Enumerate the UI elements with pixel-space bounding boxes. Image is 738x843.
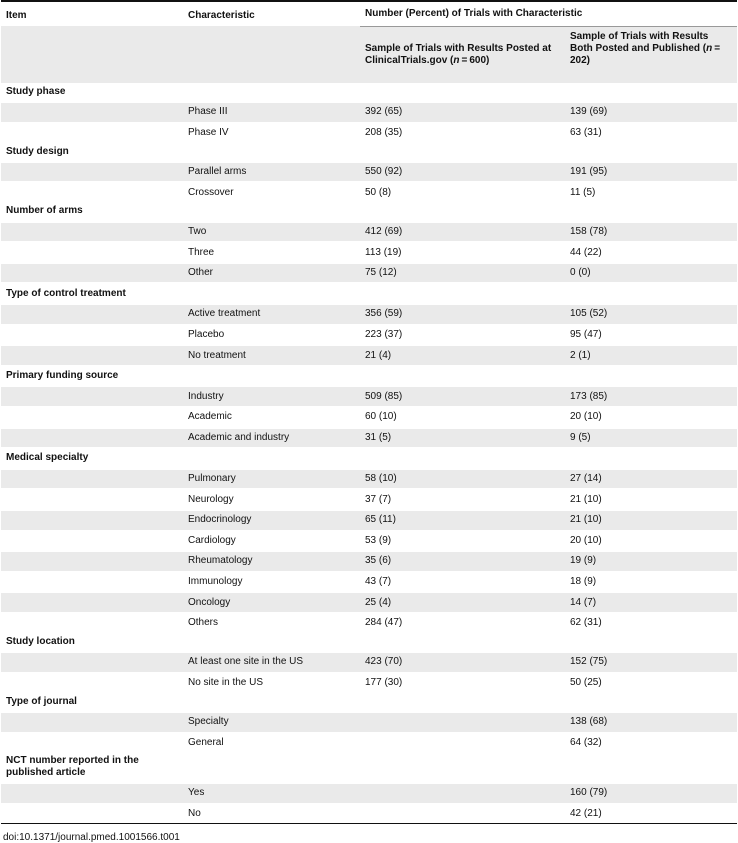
posted-cell: 65 (11): [360, 510, 565, 531]
item-cell: [1, 613, 183, 633]
empty-cell: [183, 142, 360, 162]
empty-cell: [565, 633, 737, 653]
table-figure: [1, 0, 737, 843]
posted-cell: 208 (35): [365, 126, 403, 138]
item-cell: [1, 469, 183, 490]
published-cell: 62 (31): [570, 617, 602, 629]
empty-cell: [565, 283, 737, 304]
section-title: Primary funding source: [6, 370, 119, 382]
characteristic-cell: Parallel arms: [183, 162, 360, 183]
item-cell: [1, 531, 183, 552]
section-title: Type of journal: [6, 695, 77, 707]
characteristic-cell: Placebo: [188, 328, 225, 340]
posted-cell: 31 (5): [360, 428, 565, 449]
table-row: [1, 592, 737, 613]
posted-cell: 223 (37): [365, 328, 403, 340]
item-cell: [1, 345, 183, 366]
posted-cell: 58 (10): [360, 469, 565, 490]
characteristic-cell: Industry: [183, 386, 360, 407]
section-row: [1, 692, 737, 712]
posted-cell: 35 (6): [360, 551, 565, 572]
posted-cell: 356 (59): [360, 304, 565, 325]
table-row: [1, 386, 737, 407]
table-row: [1, 613, 737, 633]
published-cell: 50 (25): [570, 677, 602, 689]
posted-cell: [360, 733, 565, 753]
published-cell: 63 (31): [570, 126, 602, 138]
item-cell: [1, 386, 183, 407]
published-cell: 9 (5): [565, 428, 737, 449]
published-cell: 21 (10): [565, 510, 737, 531]
characteristic-cell: Yes: [183, 783, 360, 804]
empty-cell: [360, 83, 565, 103]
item-cell: [1, 325, 183, 346]
posted-cell: [360, 783, 565, 804]
empty-cell: [360, 633, 565, 653]
published-cell: 27 (14): [565, 469, 737, 490]
empty-cell: [565, 692, 737, 712]
section-row: [1, 202, 737, 222]
characteristic-cell: Academic and industry: [183, 428, 360, 449]
published-cell: 20 (10): [570, 534, 602, 546]
posted-cell: 21 (4): [360, 345, 565, 366]
table-row: [1, 304, 737, 325]
published-cell: 158 (78): [565, 222, 737, 243]
header-characteristic: Characteristic: [188, 10, 255, 21]
empty-cell: [183, 202, 360, 222]
item-cell: [1, 222, 183, 243]
characteristic-cell: Specialty: [183, 712, 360, 733]
posted-cell: 412 (69): [360, 222, 565, 243]
published-cell: 173 (85): [565, 386, 737, 407]
header-blank-2: [183, 26, 360, 83]
empty-cell: [565, 83, 737, 103]
posted-cell: 43 (7): [365, 576, 392, 588]
section-title: Study phase: [6, 85, 66, 97]
item-cell: [1, 428, 183, 449]
table-row: [1, 712, 737, 733]
published-cell: 152 (75): [565, 652, 737, 673]
header-item: Item: [6, 10, 27, 21]
table-row: [1, 123, 737, 143]
empty-cell: [565, 202, 737, 222]
characteristic-cell: No treatment: [183, 345, 360, 366]
published-cell: 64 (32): [570, 736, 602, 748]
table-row: [1, 428, 737, 449]
empty-cell: [183, 283, 360, 304]
table-row: [1, 531, 737, 552]
empty-cell: [565, 448, 737, 469]
section-row: [1, 83, 737, 103]
section-title: Study location: [6, 635, 75, 647]
characteristic-cell: Two: [183, 222, 360, 243]
section-title: Number of arms: [6, 205, 83, 217]
characteristic-cell: Cardiology: [188, 534, 236, 546]
posted-cell: 509 (85): [360, 386, 565, 407]
posted-cell: 75 (12): [360, 263, 565, 284]
item-cell: [1, 673, 183, 693]
table-row: [1, 102, 737, 123]
published-cell: 18 (9): [570, 576, 597, 588]
item-cell: [1, 733, 183, 753]
published-cell: 2 (1): [565, 345, 737, 366]
table-row: [1, 510, 737, 531]
table-row: [1, 469, 737, 490]
characteristic-cell: Other: [183, 263, 360, 284]
posted-cell: 60 (10): [365, 411, 397, 423]
table-row: [1, 325, 737, 346]
posted-cell: [360, 712, 565, 733]
characteristic-cell: No: [188, 807, 201, 819]
empty-cell: [565, 752, 737, 783]
item-cell: [1, 804, 183, 824]
empty-cell: [183, 83, 360, 103]
doi-footer: doi:10.1371/journal.pmed.1001566.t001: [3, 832, 180, 843]
empty-cell: [565, 142, 737, 162]
characteristic-cell: Oncology: [183, 592, 360, 613]
empty-cell: [360, 448, 565, 469]
header-col4-text: Sample of Trials with Results Both Posted and Published (n = 202): [570, 30, 723, 66]
table-row: [1, 162, 737, 183]
published-cell: 139 (69): [565, 102, 737, 123]
section-title: Medical specialty: [6, 452, 89, 464]
posted-cell: 113 (19): [365, 246, 402, 258]
header-group: Number (Percent) of Trials with Characteristic: [360, 1, 737, 26]
characteristic-cell: Three: [188, 246, 215, 258]
published-cell: 19 (9): [565, 551, 737, 572]
empty-cell: [360, 366, 565, 387]
published-cell: 105 (52): [565, 304, 737, 325]
published-cell: 191 (95): [565, 162, 737, 183]
posted-cell: 53 (9): [365, 534, 392, 546]
published-cell: 160 (79): [565, 783, 737, 804]
posted-cell: 284 (47): [365, 617, 403, 629]
table-row: [1, 263, 737, 284]
empty-cell: [183, 366, 360, 387]
table-row: [1, 222, 737, 243]
table-row: [1, 551, 737, 572]
empty-cell: [183, 752, 360, 783]
table-body: [1, 83, 737, 824]
published-cell: 0 (0): [565, 263, 737, 284]
item-cell: [1, 304, 183, 325]
item-cell: [1, 712, 183, 733]
empty-cell: [565, 366, 737, 387]
section-row: [1, 448, 737, 469]
posted-cell: 50 (8): [365, 186, 392, 198]
item-cell: [1, 489, 183, 510]
posted-cell: 423 (70): [360, 652, 565, 673]
empty-cell: [360, 202, 565, 222]
header-col4: [565, 26, 737, 83]
section-title: Study design: [6, 145, 69, 157]
table-row: [1, 652, 737, 673]
characteristic-cell: Pulmonary: [183, 469, 360, 490]
item-cell: [1, 263, 183, 284]
header-col3: [360, 26, 565, 83]
characteristic-cell: Immunology: [188, 576, 243, 588]
section-row: [1, 633, 737, 653]
item-cell: [1, 510, 183, 531]
published-cell: 95 (47): [570, 328, 602, 340]
published-cell: 11 (5): [570, 186, 596, 198]
empty-cell: [183, 633, 360, 653]
table-row: [1, 242, 737, 263]
characteristic-cell: Phase IV: [188, 126, 229, 138]
empty-cell: [360, 692, 565, 712]
item-cell: [1, 407, 183, 428]
section-row: [1, 283, 737, 304]
characteristic-cell: No site in the US: [188, 677, 264, 689]
published-cell: 20 (10): [570, 411, 602, 423]
empty-cell: [360, 142, 565, 162]
item-cell: [1, 652, 183, 673]
characteristic-cell: Phase III: [183, 102, 360, 123]
item-cell: [1, 572, 183, 593]
item-cell: [1, 123, 183, 143]
item-cell: [1, 551, 183, 572]
item-cell: [1, 592, 183, 613]
characteristic-cell: Active treatment: [183, 304, 360, 325]
published-cell: 14 (7): [565, 592, 737, 613]
table-row: [1, 489, 737, 510]
table-row: [1, 804, 737, 824]
table-row: [1, 407, 737, 428]
table-row: [1, 345, 737, 366]
empty-cell: [360, 283, 565, 304]
header-col3-text: Sample of Trials with Results Posted at ClinicalTrials.gov (n = 600): [365, 42, 552, 66]
section-row: [1, 752, 737, 783]
published-cell: 44 (22): [570, 246, 602, 258]
posted-cell: [360, 804, 565, 824]
posted-cell: 550 (92): [360, 162, 565, 183]
table-row: [1, 572, 737, 593]
table-row: [1, 673, 737, 693]
table-row: [1, 182, 737, 202]
posted-cell: 392 (65): [360, 102, 565, 123]
empty-cell: [360, 752, 565, 783]
section-title: Type of control treatment: [6, 287, 126, 299]
section-title: NCT number reported in the published article: [6, 755, 139, 779]
published-cell: 21 (10): [570, 493, 602, 505]
characteristic-cell: Rheumatology: [183, 551, 360, 572]
posted-cell: 177 (30): [365, 677, 403, 689]
characteristic-cell: Others: [188, 617, 219, 629]
characteristic-cell: Academic: [188, 411, 232, 423]
characteristic-cell: Crossover: [188, 186, 234, 198]
item-cell: [1, 783, 183, 804]
empty-cell: [183, 692, 360, 712]
empty-cell: [183, 448, 360, 469]
item-cell: [1, 242, 183, 263]
item-cell: [1, 162, 183, 183]
posted-cell: 37 (7): [365, 493, 392, 505]
published-cell: 42 (21): [570, 807, 602, 819]
table-row: [1, 783, 737, 804]
characteristic-cell: Neurology: [188, 493, 234, 505]
item-cell: [1, 182, 183, 202]
characteristic-cell: General: [188, 736, 224, 748]
published-cell: 138 (68): [565, 712, 737, 733]
posted-cell: 25 (4): [360, 592, 565, 613]
trial-characteristics-table: [1, 0, 737, 824]
section-row: [1, 366, 737, 387]
characteristic-cell: Endocrinology: [183, 510, 360, 531]
table-row: [1, 733, 737, 753]
item-cell: [1, 102, 183, 123]
characteristic-cell: At least one site in the US: [183, 652, 360, 673]
section-row: [1, 142, 737, 162]
header-blank-1: [1, 26, 183, 83]
